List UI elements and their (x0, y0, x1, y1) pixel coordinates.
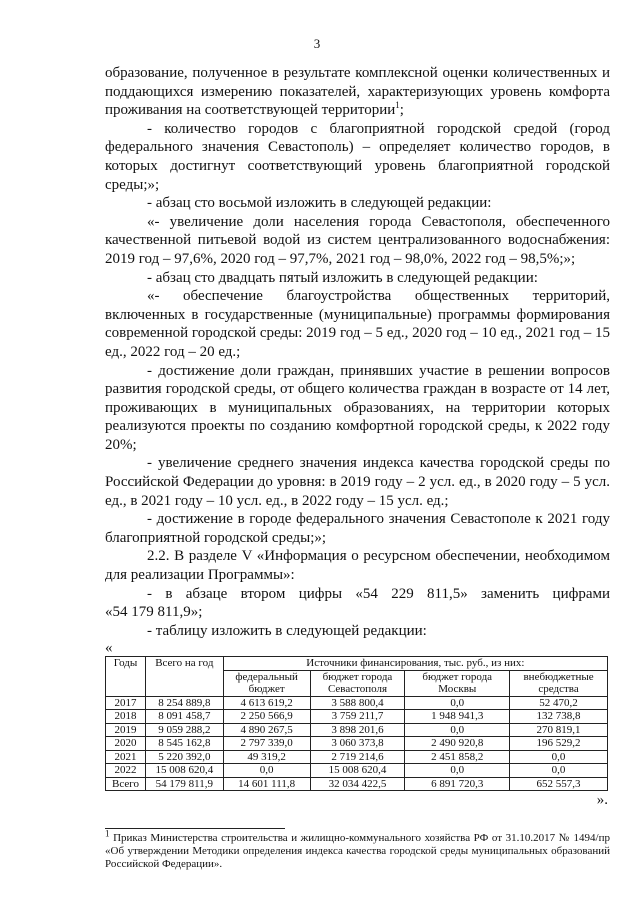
table-cell: Всего (106, 777, 146, 791)
table-row (106, 764, 608, 778)
table-cell: 5 220 392,0 (145, 750, 223, 764)
table-cell: 2 250 566,9 (223, 710, 310, 724)
paragraph-1-text: образование, полученное в результате комплексной оценки количественных и поддающихся измерению показателей, характеризующих уровень комфорта проживания на соответствующей территории (105, 65, 610, 119)
table-cell: 2 451 858,2 (405, 750, 510, 764)
table-row (106, 696, 608, 710)
footnote (105, 828, 611, 871)
table-cell: 2021 (106, 750, 146, 764)
paragraph-12: - таблицу изложить в следующей редакции: (147, 622, 427, 639)
footnote-ref[interactable]: 1 (395, 100, 400, 111)
table-cell: 2020 (106, 737, 146, 751)
table-cell: 15 008 620,4 (310, 764, 405, 778)
paragraph-1-end: ; (399, 102, 404, 119)
paragraph-3: - абзац сто восьмой изложить в следующей редакции: (147, 195, 492, 212)
header-moscow: бюджет города Москвы (405, 670, 510, 696)
paragraph-9: - достижение в городе федерального значения Севастополе к 2021 году благоприятной городской среды;»; (105, 511, 610, 546)
table-cell: 2022 (106, 764, 146, 778)
paragraph-6: «- обеспечение благоустройства общественных территорий, включенных в государственные (муниципальные) программы формирования современной городской среды: 2019 год – 5 ед., 2020 год – 10 ед., 2021 год – 15 ед., 2022 год – 20 ед.; (105, 288, 610, 360)
document-body (105, 64, 610, 809)
table-row (106, 777, 608, 791)
header-federal: федеральный бюджет (223, 670, 310, 696)
table-cell: 8 254 889,8 (145, 696, 223, 710)
table-cell: 9 059 288,2 (145, 723, 223, 737)
table-cell: 2017 (106, 696, 146, 710)
paragraph-10: 2.2. В разделе V «Информация о ресурсном обеспечении, необходимом для реализации Программы»: (105, 548, 610, 584)
table-cell: 3 588 800,4 (310, 696, 405, 710)
header-years: Годы (106, 657, 146, 697)
table-cell: 270 819,1 (510, 723, 608, 737)
table-cell: 0,0 (510, 750, 608, 764)
table-cell: 49 319,2 (223, 750, 310, 764)
paragraph-8: - увеличение среднего значения индекса качества городской среды по Российской Федерации до уровня: в 2019 году – 2 усл. ед., в 2020 году – 5 усл. ед., в 2021 году – 10 усл. ед., в 2022 году – 15 усл. ед.; (105, 455, 610, 509)
table-cell: 6 891 720,3 (405, 777, 510, 791)
footnote-marker: 1 (105, 828, 110, 839)
table-cell: 0,0 (405, 723, 510, 737)
paragraph-11b: «54 179 811,9»; (105, 604, 203, 621)
table-cell: 196 529,2 (510, 737, 608, 751)
paragraph-7: - достижение доли граждан, принявших участие в решении вопросов развития городской среды, от общего количества граждан в возрасте от 14 лет, проживающих в муниципальных образованиях, на территории которых реализуются проекты по созданию комфортной городской среды, к 2022 году 20%; (105, 362, 610, 453)
header-extrabudget: внебюджетные средства (510, 670, 608, 696)
financing-table (105, 656, 608, 791)
table-row (106, 750, 608, 764)
table-cell: 0,0 (510, 764, 608, 778)
header-city: бюджет города Севастополя (310, 670, 405, 696)
table-cell: 0,0 (405, 764, 510, 778)
table-header-row-1 (106, 657, 608, 671)
table-cell: 0,0 (405, 696, 510, 710)
table-cell: 54 179 811,9 (145, 777, 223, 791)
table-body (106, 696, 608, 791)
paragraph-11a: - в абзаце втором цифры «54 229 811,5» заменить цифрами (147, 585, 610, 602)
footnote-divider (105, 828, 285, 829)
table-cell: 14 601 111,8 (223, 777, 310, 791)
table-cell: 32 034 422,5 (310, 777, 405, 791)
table-cell: 1 948 941,3 (405, 710, 510, 724)
table-row (106, 723, 608, 737)
table-row (106, 710, 608, 724)
quote-close: ». (596, 792, 608, 809)
header-total: Всего на год (145, 657, 223, 697)
table-cell: 2018 (106, 710, 146, 724)
table-cell: 15 008 620,4 (145, 764, 223, 778)
footnote-text: Приказ Министерства строительства и жилищно-коммунального хозяйства РФ от 31.10.2017 № 1494/пр «Об утверждении Методики определения индекса качества городской среды муниципальных образований Российской Федерации». (105, 832, 611, 870)
table-cell: 4 890 267,5 (223, 723, 310, 737)
table-row (106, 737, 608, 751)
table-cell: 2 797 339,0 (223, 737, 310, 751)
table-cell: 8 091 458,7 (145, 710, 223, 724)
table-cell: 8 545 162,8 (145, 737, 223, 751)
paragraph-5: - абзац сто двадцать пятый изложить в следующей редакции: (147, 269, 538, 286)
quote-open: « (105, 640, 113, 657)
page-number: 3 (313, 36, 321, 51)
table-cell: 3 898 201,6 (310, 723, 405, 737)
paragraph-4: «- увеличение доли населения города Севастополя, обеспеченного качественной питьевой водой из систем централизованного водоснабжения: 2019 год – 97,6%, 2020 год – 97,7%, 2021 год – 98,0%, 2022 год – 98,5%;»; (105, 213, 610, 267)
table-cell: 3 060 373,8 (310, 737, 405, 751)
header-sources: Источники финансирования, тыс. руб., из них: (223, 657, 607, 671)
table-cell: 3 759 211,7 (310, 710, 405, 724)
table-cell: 52 470,2 (510, 696, 608, 710)
paragraph-1 (105, 64, 610, 120)
table-cell: 2 719 214,6 (310, 750, 405, 764)
table-cell: 652 557,3 (510, 777, 608, 791)
table-cell: 132 738,8 (510, 710, 608, 724)
table-cell: 4 613 619,2 (223, 696, 310, 710)
table-cell: 2019 (106, 723, 146, 737)
paragraph-2: - количество городов с благоприятной городской средой (город федерального значения Севастополь) – определяет количество городов, в которых достигнут соответствующий уровень благоприятной городской среды;»; (105, 120, 610, 193)
table-cell: 0,0 (223, 764, 310, 778)
table-cell: 2 490 920,8 (405, 737, 510, 751)
